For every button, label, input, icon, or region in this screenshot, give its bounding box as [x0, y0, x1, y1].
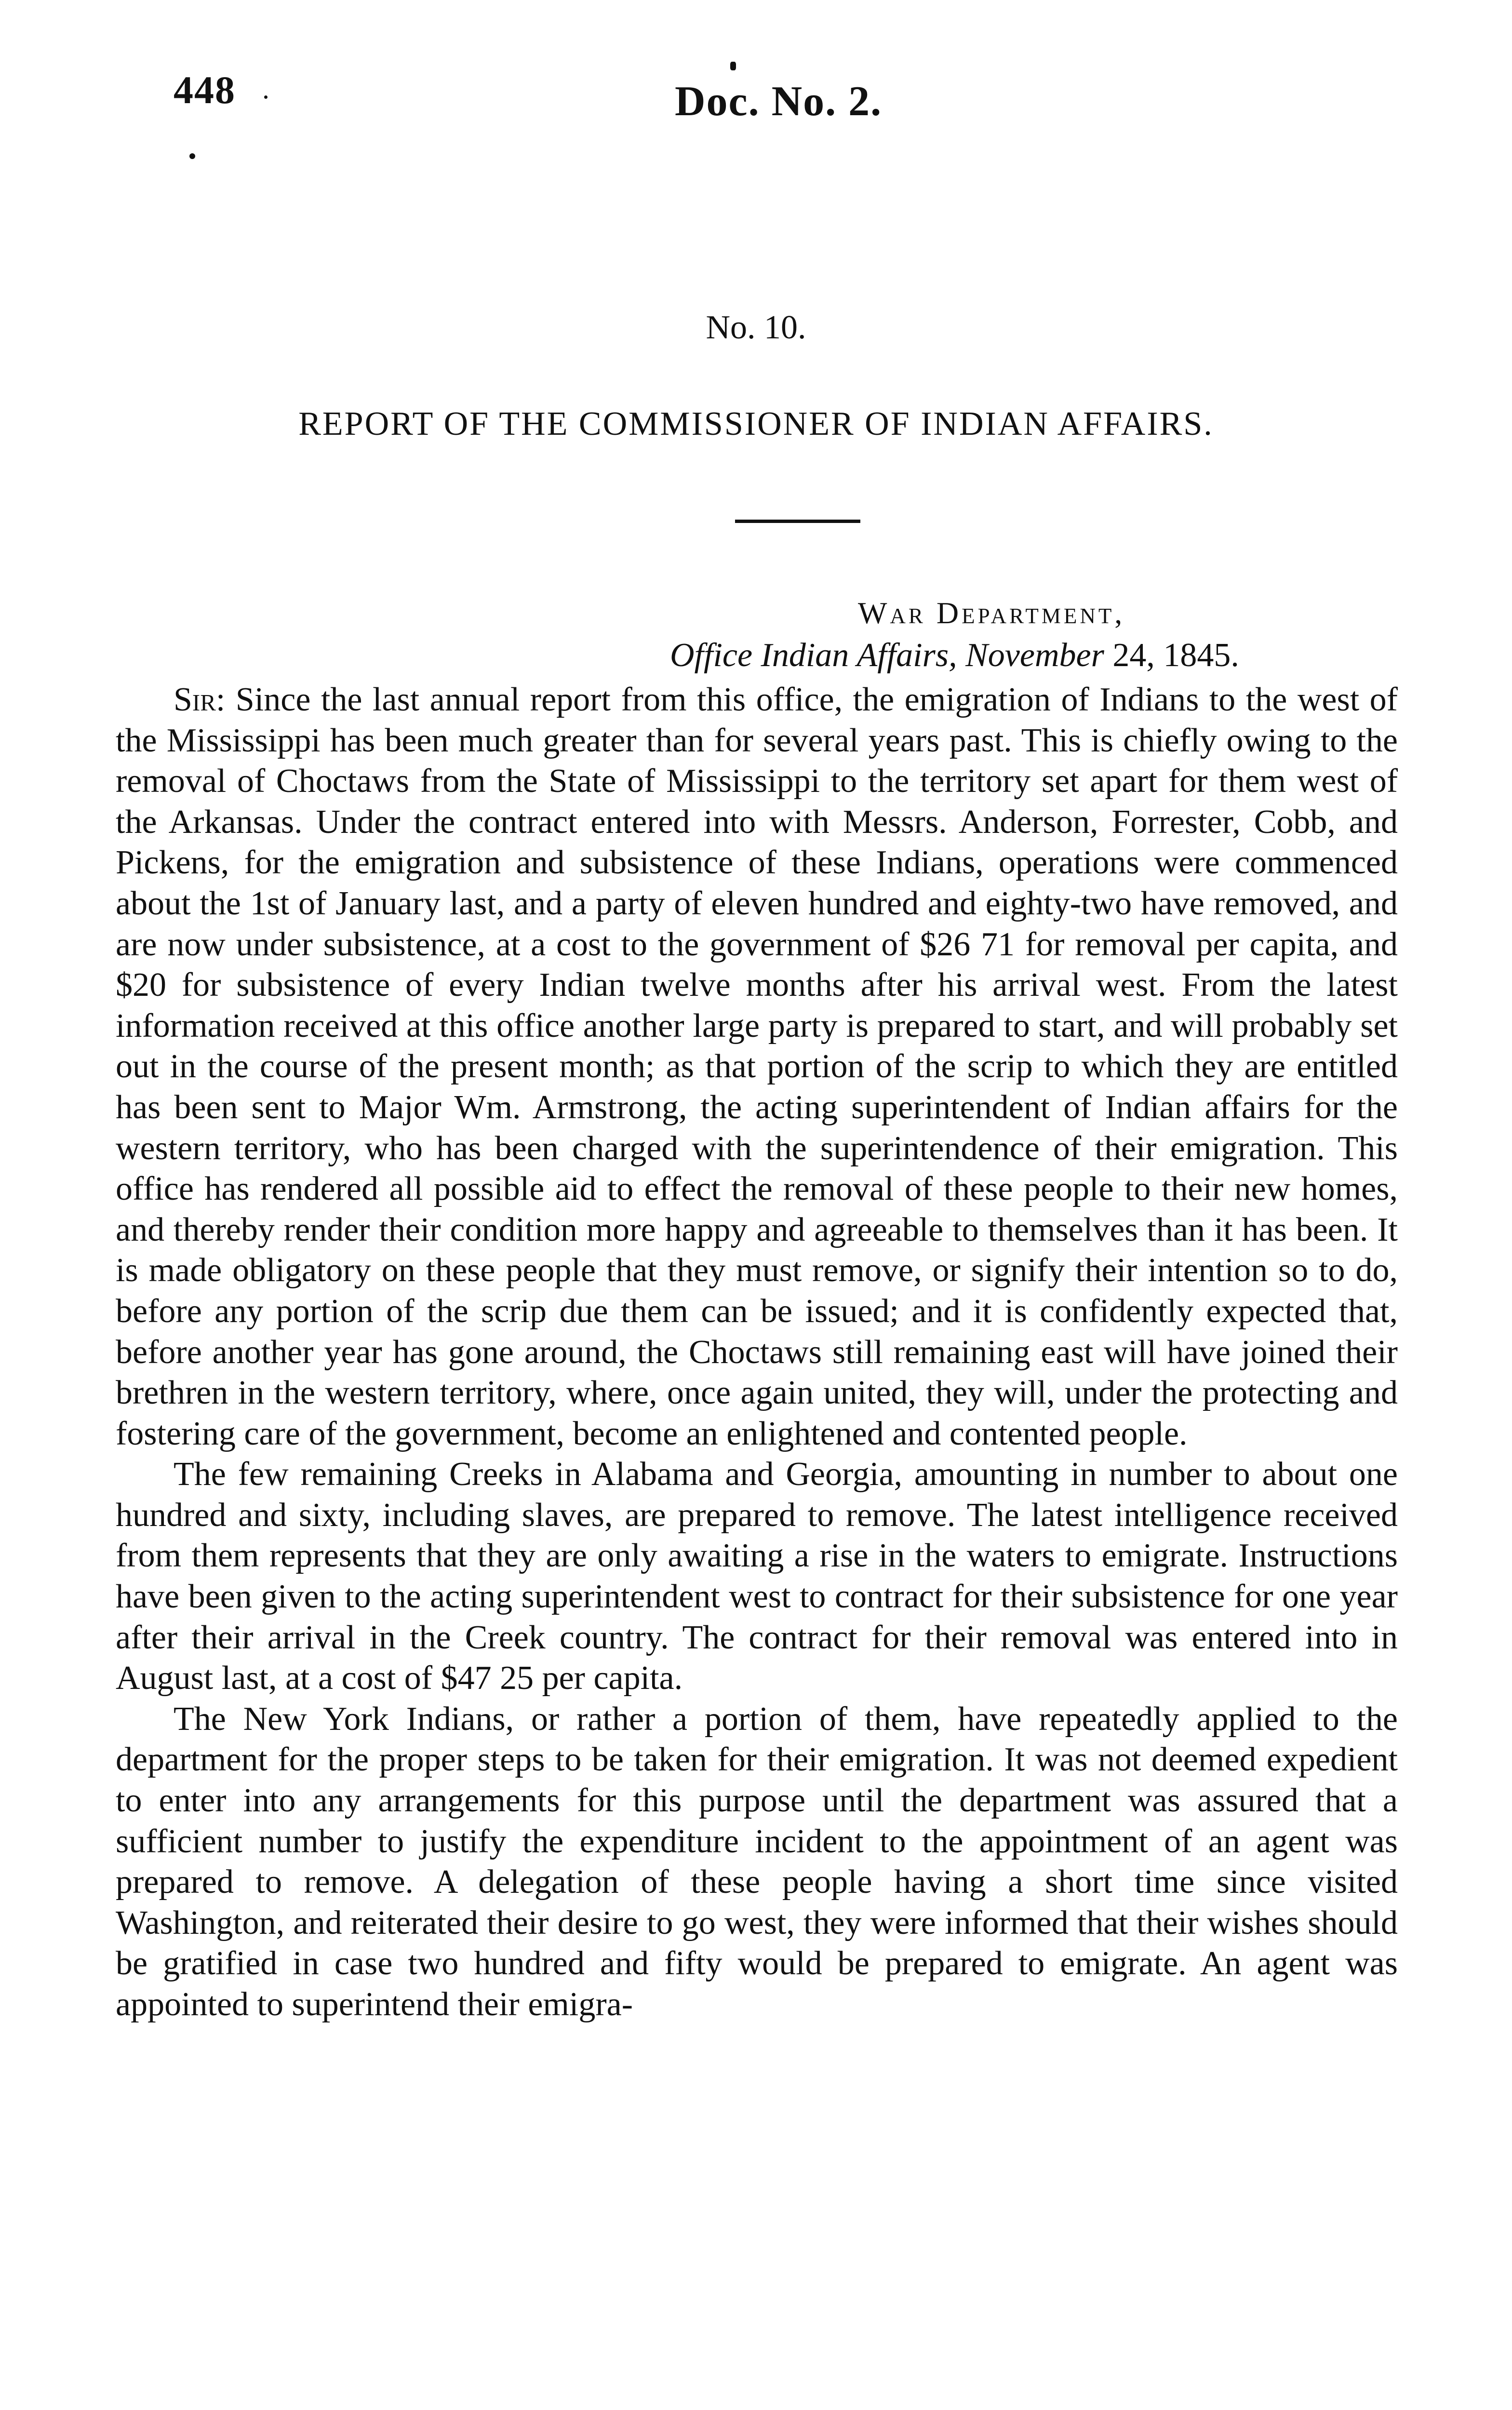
- page-number: 448: [174, 68, 236, 112]
- letter-date: 24, 1845.: [1112, 637, 1239, 674]
- letter-body: [116, 680, 1398, 2025]
- body-paragraph: [116, 680, 1398, 1454]
- print-speck: [189, 153, 195, 159]
- office-name: Office Indian Affairs, November: [670, 637, 1104, 674]
- print-speck: [730, 62, 736, 70]
- page-header: [164, 67, 1417, 145]
- report-title: REPORT OF THE COMMISSIONER OF INDIAN AFFAIRS.: [298, 405, 1214, 442]
- print-speck: [264, 95, 268, 99]
- department-line: War Department,: [858, 596, 1125, 630]
- title-divider: [735, 520, 860, 523]
- document-label: Doc. No. 2.: [675, 78, 883, 125]
- body-paragraph: The New York Indians, or rather a portion of them, have repeatedly applied to the department for the proper steps to be taken for their emigration. It was not deemed expedient to enter into any arrangements for this purpose until the department was assured that a sufficient number to justify the expenditure incident to the appointment of an agent was prepared to remove. A delegation of these people having a short time since visited Washington, and reiterated their desire to go west, they were informed that their wishes should be gratified in case two hundred and fifty would be prepared to emigrate. An agent was appointed to superintend their emigra-: [116, 1700, 1398, 2023]
- report-number: No. 10.: [706, 309, 806, 346]
- body-paragraph: The few remaining Creeks in Alabama and Georgia, amounting in number to about one hundred and sixty, including slaves, are prepared to remove. The latest intelligence received from them represents that they are only awaiting a rise in the waters to emigrate. Instructions have been given to the acting superintendent west to contract for their subsistence for one year after their arrival in the Creek country. The contract for their removal was entered into in August last, at a cost of $47 25 per capita.: [116, 1456, 1398, 1697]
- paragraph-text: Since the last annual report from this office, the emigration of Indians to the west of the Mississippi has been much greater than for several years past. This is chiefly owing to the removal of Choctaws from the State of Mississippi to the territory set apart for them west of the Arkansas. Under the contract entered into with Messrs. Anderson, Forrester, Cobb, and Pickens, for the emigration and subsistence of these Indians, operations were commenced about the 1st of January last, and a party of eleven hundred and eighty-two have removed, and are now under subsistence, at a cost to the government of $26 71 for removal per capita, and $20 for subsistence of every Indian twelve months after his arrival west. From the latest information received at this office another large party is prepared to start, and will probably set out in the course of the present month; as that portion of the scrip to which they are entitled has been sent to Major Wm. Armstrong, the acting superintendent of Indian affairs for the western territory, who has been charged with the superintendence of their emigration. This office has rendered all possible aid to effect the removal of these people to their new homes, and thereby render their condition more happy and agreeable to themselves than it has been. It is made obligatory on these people that they must remove, or signify their intention so to do, before any portion of the scrip due them can be issued; and it is confidently expected that, before another year has gone around, the Choctaws still remaining east will have joined their brethren in the western territory, where, once again united, they will, under the protecting and fostering care of the government, become an enlightened and contented people.: [116, 681, 1398, 1452]
- salutation: Sir:: [174, 681, 226, 718]
- office-dateline: [670, 636, 1239, 675]
